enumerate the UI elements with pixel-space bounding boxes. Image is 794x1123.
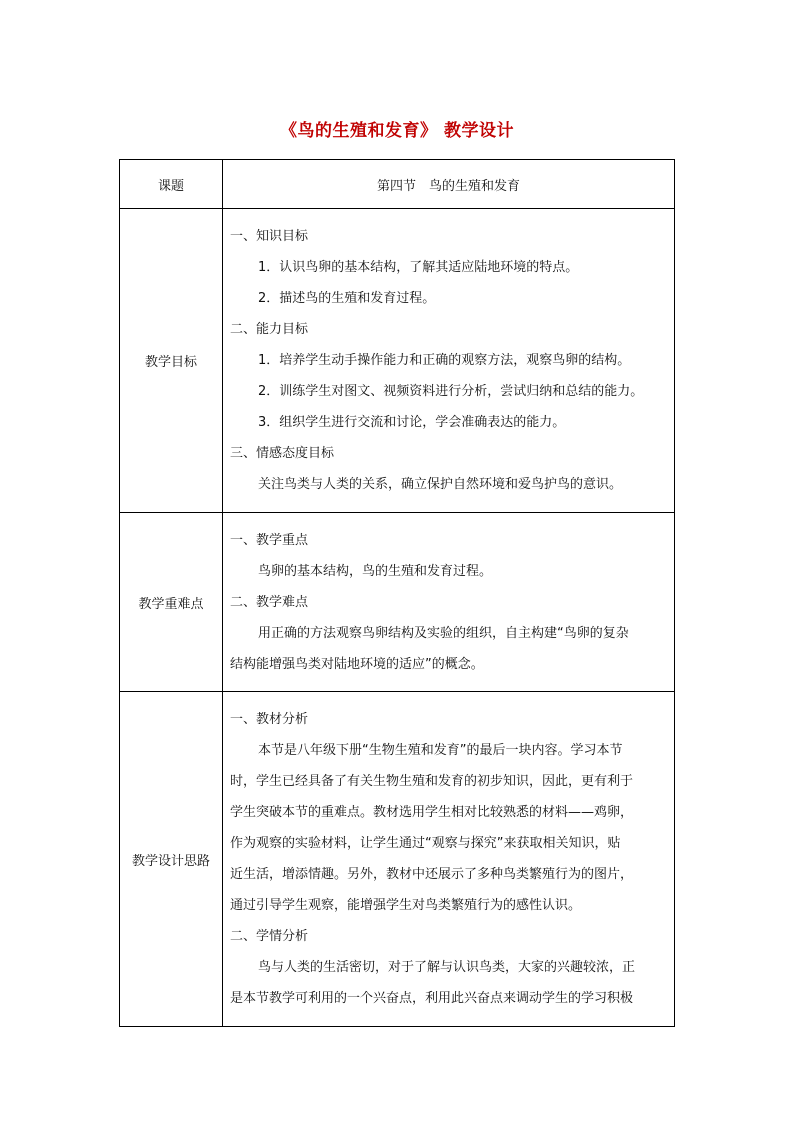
lesson-plan-table: [119, 159, 675, 1027]
knowledge-item: 2．描述鸟的生殖和发育过程。: [258, 291, 436, 306]
material-text-line: 作为观察的实验材料，让学生通过“观察与探究”来获取相关知识，贴: [230, 836, 621, 851]
table-row-goals: [120, 209, 675, 513]
attitude-text: 关注鸟类与人类的关系，确立保护自然环境和爱鸟护鸟的意识。: [258, 477, 623, 492]
document-title: 《鸟的生殖和发育》 教学设计: [280, 121, 514, 141]
attitude-heading: 三、情感态度目标: [230, 446, 335, 461]
material-text-line: 近生活，增添情趣。另外，教材中还展示了多种鸟类繁殖行为的图片，: [230, 867, 634, 882]
focus-text: 鸟卵的基本结构，鸟的生殖和发育过程。: [258, 563, 493, 579]
key-points-label: 教学重难点: [120, 513, 223, 692]
material-text-line: 通过引导学生观察，能增强学生对鸟类繁殖行为的感性认识。: [230, 898, 582, 913]
ability-item: 1．培养学生动手操作能力和正确的观察方法，观察鸟卵的结构。: [258, 353, 631, 368]
student-text-line: 是本节教学可利用的一个兴奋点，利用此兴奋点来调动学生的学习积极: [230, 991, 634, 1006]
design-content: [223, 692, 675, 1027]
student-text-line: 鸟与人类的生活密切，对于了解与认识鸟类，大家的兴趣较浓，正: [258, 960, 636, 975]
topic-value: 第四节 鸟的生殖和发育: [223, 160, 675, 209]
goals-label: 教学目标: [120, 209, 223, 513]
knowledge-heading: 一、知识目标: [230, 229, 309, 244]
knowledge-item: 1．认识鸟卵的基本结构，了解其适应陆地环境的特点。: [258, 260, 579, 275]
difficulty-text-line: 用正确的方法观察鸟卵结构及实验的组织，自主构建“鸟卵的复杂: [258, 625, 629, 641]
difficulty-heading: 二、教学难点: [230, 594, 309, 610]
design-label: 教学设计思路: [120, 692, 223, 1027]
material-text-line: 学生突破本节的重难点。教材选用学生相对比较熟悉的材料——鸡卵，: [230, 805, 634, 820]
ability-item: 2．训练学生对图文、视频资料进行分析，尝试归纳和总结的能力。: [258, 384, 644, 399]
material-text-line: 时，学生已经具备了有关生物生殖和发育的初步知识，因此，更有利于: [230, 774, 634, 789]
ability-heading: 二、能力目标: [230, 322, 309, 337]
difficulty-text-line: 结构能增强鸟类对陆地环境的适应”的概念。: [230, 656, 484, 672]
material-text-line: 本节是八年级下册“生物生殖和发育”的最后一块内容。学习本节: [258, 743, 623, 758]
focus-heading: 一、教学重点: [230, 532, 309, 548]
table-row-key-points: [120, 513, 675, 692]
ability-item: 3．组织学生进行交流和讨论，学会准确表达的能力。: [258, 415, 566, 430]
key-points-content: [223, 513, 675, 692]
material-heading: 一、教材分析: [230, 712, 309, 727]
goals-content: [223, 209, 675, 513]
table-row-topic: [120, 160, 675, 209]
table-row-design: [120, 692, 675, 1027]
topic-label: 课题: [120, 160, 223, 209]
student-heading: 二、学情分析: [230, 929, 309, 944]
